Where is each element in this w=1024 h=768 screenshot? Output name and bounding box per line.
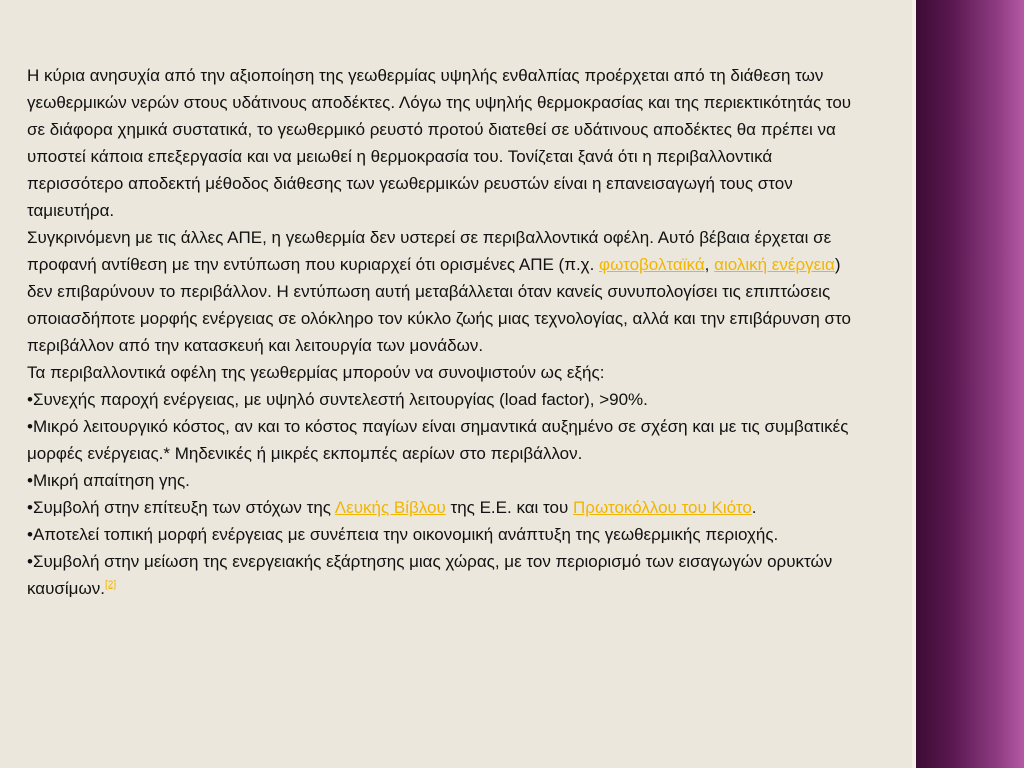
comparison-text-start: Συγκρινόμενη με τις άλλες ΑΠΕ, η γεωθερμία δεν υστερεί σε περιβαλλοντικά οφέλη. Αυτό βέβαια έρχεται σε προφανή αντίθεση με την εντύπωση που κυριαρχεί ότι ορισμένες ΑΠΕ (π.χ. bbox=[27, 228, 832, 274]
link-kyoto-protocol[interactable]: Πρωτοκόλλου του Κιότο bbox=[573, 498, 752, 517]
comparison-separator: , bbox=[704, 255, 715, 274]
white-paper-text-end: . bbox=[751, 498, 757, 517]
bullet-low-land-requirement: •Μικρή απαίτηση γης. bbox=[27, 471, 190, 490]
paragraph-benefits-intro: Τα περιβαλλοντικά οφέλη της γεωθερμίας μπορούν να συνοψιστούν ως εξής: bbox=[27, 363, 605, 382]
paragraph-comparison bbox=[27, 224, 863, 359]
paragraph-geothermal-concern: Η κύρια ανησυχία από την αξιοποίηση της γεωθερμίας υψηλής ενθαλπίας προέρχεται από τη διάθεση των γεωθερμικών νερών στους υδάτινους αποδέκτες. Λόγω της υψηλής θερμοκρασίας και της περιεκτικότητάς του σε διάφορα χημικά συστατικά, το γεωθερμικό ρευστό προτού διατεθεί σε υδάτινους αποδέκτες θα πρέπει να υποστεί κάποια επεξεργασία και να μειωθεί η θερμοκρασία του. Τονίζεται ξανά ότι η περιβαλλοντικά περισσότερο αποδεκτή μέθοδος διάθεσης των γεωθερμικών ρευστών είναι η επανεισαγωγή τους στον ταμιευτήρα. bbox=[27, 66, 852, 220]
white-paper-text-start: •Συμβολή στην επίτευξη των στόχων της bbox=[27, 498, 335, 517]
energy-dependence-text: •Συμβολή στην μείωση της ενεργειακής εξάρτησης μιας χώρας, με τον περιορισμό των εισαγωγών ορυκτών καυσίμων. bbox=[27, 552, 833, 598]
bullet-continuous-supply: •Συνεχής παροχή ενέργειας, με υψηλό συντελεστή λειτουργίας (load factor), >90%. bbox=[27, 390, 648, 409]
bullet-energy-dependence bbox=[27, 548, 863, 602]
bullet-white-paper-kyoto bbox=[27, 494, 863, 521]
link-reference-2[interactable]: [2] bbox=[104, 579, 117, 591]
white-paper-text-middle: της Ε.Ε. και του bbox=[445, 498, 574, 517]
link-white-paper[interactable]: Λευκής Βίβλου bbox=[334, 498, 446, 517]
bullet-low-operating-cost: •Μικρό λειτουργικό κόστος, αν και το κόστος παγίων είναι σημαντικά αυξημένο σε σχέση και με τις συμβατικές μορφές ενέργειας.* Μηδενικές ή μικρές εκπομπές αερίων στο περιβάλλον. bbox=[27, 417, 849, 463]
slide-body-text bbox=[27, 62, 863, 602]
side-band-stripe bbox=[913, 0, 916, 768]
link-wind-energy[interactable]: αιολική ενέργεια bbox=[714, 255, 835, 274]
decorative-side-band bbox=[912, 0, 1024, 768]
comparison-text-end: ) δεν επιβαρύνουν το περιβάλλον. Η εντύπωση αυτή μεταβάλλεται όταν κανείς συνυπολογίσει τις επιπτώσεις οποιασδήποτε μορφής ενέργειας σε ολόκληρο τον κύκλο ζωής μιας τεχνολογίας, αλλά και την επιβάρυνση στο περιβάλλον από την κατασκευή και λειτουργία των μονάδων. bbox=[27, 255, 851, 355]
link-photovoltaics[interactable]: φωτοβολταϊκά bbox=[599, 255, 705, 274]
reference-superscript bbox=[105, 579, 116, 590]
bullet-local-energy: •Αποτελεί τοπική μορφή ενέργειας με συνέπεια την οικονομική ανάπτυξη της γεωθερμικής περιοχής. bbox=[27, 525, 779, 544]
